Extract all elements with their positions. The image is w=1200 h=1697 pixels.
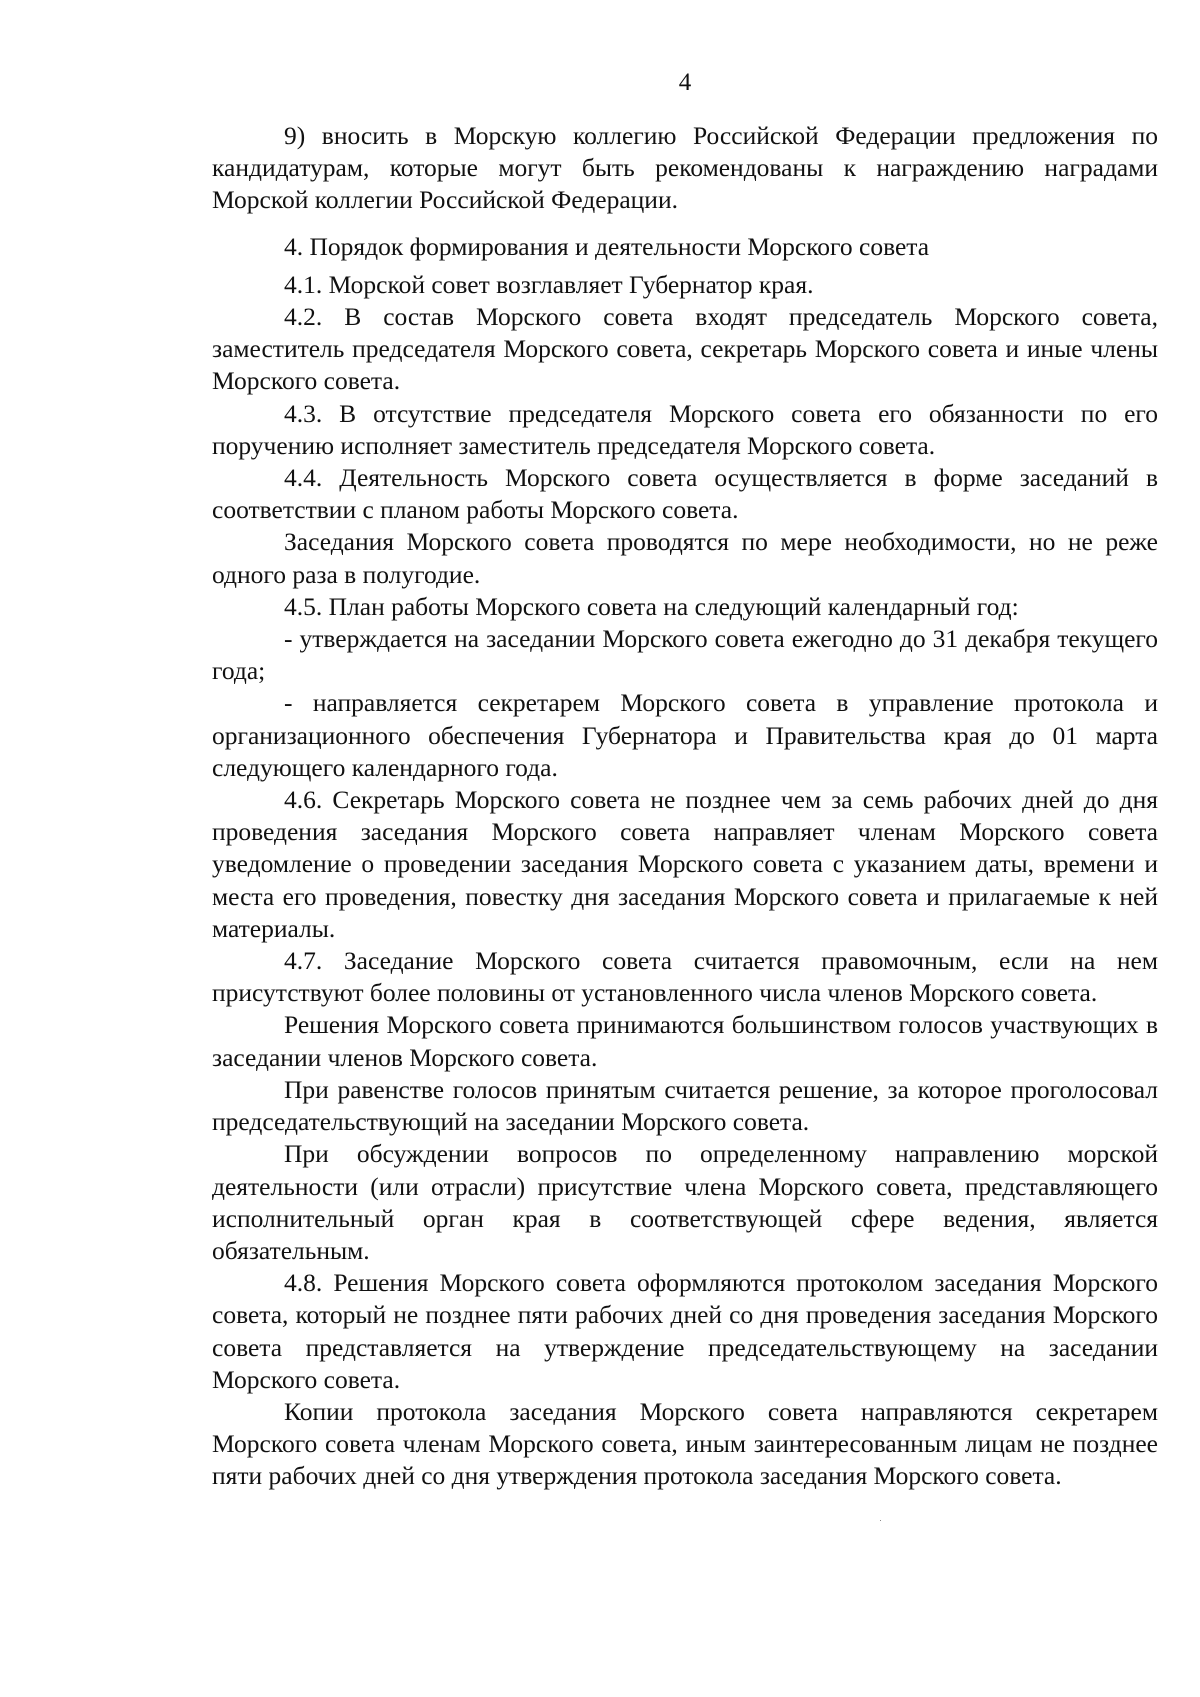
scan-speck xyxy=(880,1520,881,1521)
section-heading-4: 4. Порядок формирования и деятельности Морского совета xyxy=(284,231,930,261)
paragraph-4-7: 4.7. Заседание Морского совета считается правомочным, если на нем присутствуют более половины от установленного числа членов Морского совета. xyxy=(212,946,1158,1008)
paragraph-4-4: 4.4. Деятельность Морского совета осуществляется в форме заседаний в соответствии с планом работы Морского совета. xyxy=(212,463,1158,525)
paragraph-4-5: 4.5. План работы Морского совета на следующий календарный год: xyxy=(284,591,1019,621)
paragraph-4-7-mandatory: При обсуждении вопросов по определенному направлению морской деятельности (или отрасли) присутствие члена Морского совета, представляющего исполнительный орган края в соответствующей сфере ведения, является обязательным. xyxy=(212,1139,1158,1265)
paragraph-4-5-item-2: - направляется секретарем Морского совета в управление протокола и организационного обеспечения Губернатора и Правительства края до 01 марта следующего календарного года. xyxy=(212,688,1158,782)
paragraph-4-3: 4.3. В отсутствие председателя Морского совета его обязанности по его поручению исполняет заместитель председателя Морского совета. xyxy=(212,398,1158,460)
paragraph-4-8: 4.8. Решения Морского совета оформляются протоколом заседания Морского совета, который не позднее пяти рабочих дней со дня проведения заседания Морского совета представляется на утверждение председательствующему на заседании Морского совета. xyxy=(212,1268,1158,1394)
paragraph-4-4-meetings: Заседания Морского совета проводятся по мере необходимости, но не реже одного раза в полугодие. xyxy=(212,527,1158,589)
paragraph-4-8-copies: Копии протокола заседания Морского совета направляются секретарем Морского совета членам Морского совета, иным заинтересованным лицам не позднее пяти рабочих дней со дня утверждения протокола заседания Морского совета. xyxy=(212,1396,1158,1491)
paragraph-4-7-tie: При равенстве голосов принятым считается решение, за которое проголосовал председательствующий на заседании Морского совета. xyxy=(212,1074,1158,1137)
paragraph-4-5-item-1: - утверждается на заседании Морского совета ежегодно до 31 декабря текущего года; xyxy=(212,624,1158,686)
page-number: 4 xyxy=(678,69,692,96)
paragraph-4-1: 4.1. Морской совет возглавляет Губернатор края. xyxy=(284,269,814,299)
paragraph-4-6: 4.6. Секретарь Морского совета не позднее чем за семь рабочих дней до дня проведения заседания Морского совета направляет членам Морского совета уведомление о проведении заседания Морского совета с указанием даты, времени и места его проведения, повестку дня заседания Морского совета и прилагаемые к ней материалы. xyxy=(212,785,1158,943)
paragraph-item-9: 9) вносить в Морскую коллегию Российской Федерации предложения по кандидатурам, которые могут быть рекомендованы к награждению наградами Морской коллегии Российской Федерации. xyxy=(212,121,1158,215)
paragraph-4-2: 4.2. В состав Морского совета входят председатель Морского совета, заместитель председателя Морского совета, секретарь Морского совета и иные члены Морского совета. xyxy=(212,302,1158,396)
document-body xyxy=(212,120,1158,1493)
paragraph-4-7-decisions: Решения Морского совета принимаются большинством голосов участвующих в заседании членов Морского совета. xyxy=(212,1010,1158,1072)
